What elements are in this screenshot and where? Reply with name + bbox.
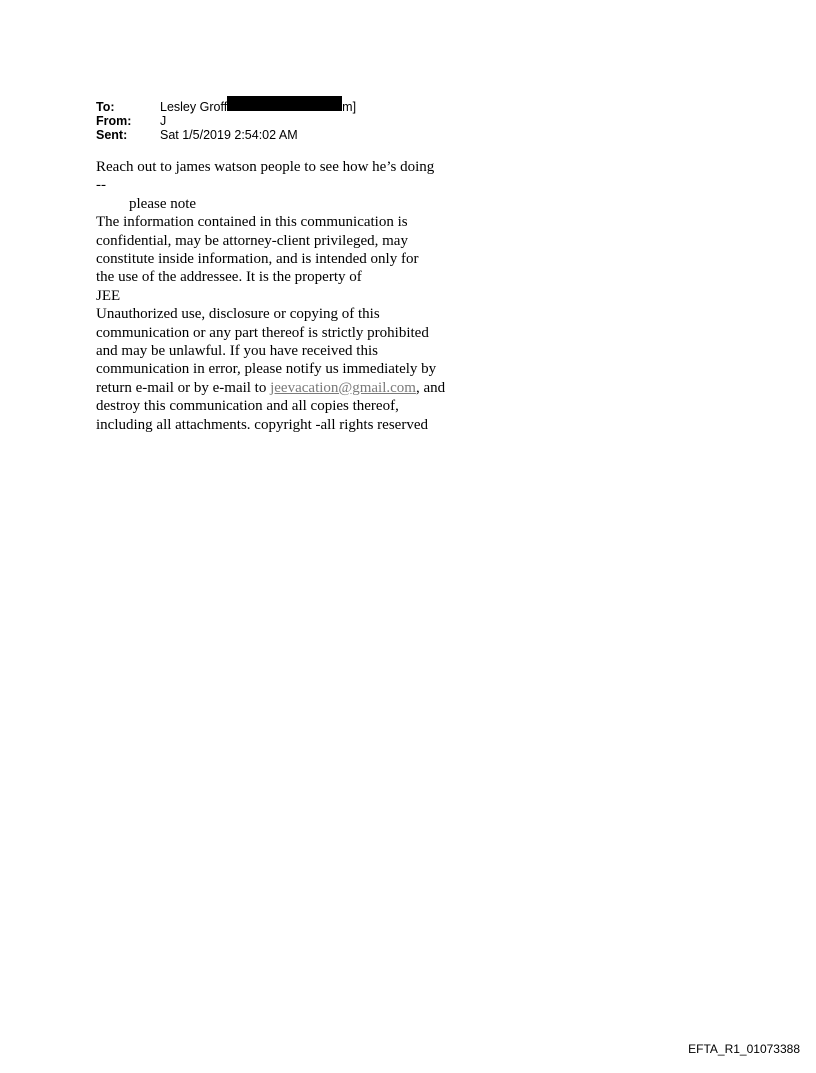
redaction-block: [227, 96, 342, 111]
from-label: From:: [96, 114, 132, 128]
notify-line: [96, 379, 496, 397]
from-value: J: [160, 114, 167, 128]
to-name: Lesley Groff: [160, 100, 228, 114]
from-row: [96, 114, 356, 128]
disclaimer-line: and may be unlawful. If you have received this: [96, 343, 378, 360]
email-header: [96, 96, 356, 142]
email-link[interactable]: jeevacation@gmail.com: [270, 379, 416, 396]
disclaimer-line: JEE: [96, 287, 121, 304]
disclaimer-line: constitute inside information, and is intended only for: [96, 251, 419, 268]
sent-label: Sent:: [96, 128, 128, 142]
notify-prefix: return e-mail or by e-mail to: [96, 379, 271, 396]
email-body: [96, 158, 496, 434]
signature-separator: --: [96, 177, 106, 194]
closing-line: destroy this communication and all copies thereof,: [96, 398, 399, 415]
notify-suffix: , and: [415, 379, 446, 396]
disclaimer-line: The information contained in this communication is: [96, 214, 408, 231]
to-suffix: m]: [342, 100, 357, 114]
to-label: To:: [96, 100, 115, 114]
closing-line: including all attachments. copyright -all rights reserved: [96, 416, 428, 433]
disclaimer-line: the use of the addressee. It is the property of: [96, 269, 362, 286]
document-id: EFTA_R1_01073388: [688, 1042, 800, 1056]
note-heading: please note: [129, 195, 197, 212]
disclaimer-line: communication or any part thereof is strictly prohibited: [96, 324, 429, 341]
sent-value: Sat 1/5/2019 2:54:02 AM: [160, 128, 298, 142]
disclaimer-line: confidential, may be attorney-client privileged, may: [96, 232, 408, 249]
message-text: Reach out to james watson people to see how he’s doing: [96, 159, 435, 175]
to-row: [96, 96, 356, 114]
sent-row: [96, 128, 356, 142]
disclaimer-line: Unauthorized use, disclosure or copying of this: [96, 306, 380, 323]
disclaimer-line: communication in error, please notify us immediately by: [96, 361, 437, 378]
